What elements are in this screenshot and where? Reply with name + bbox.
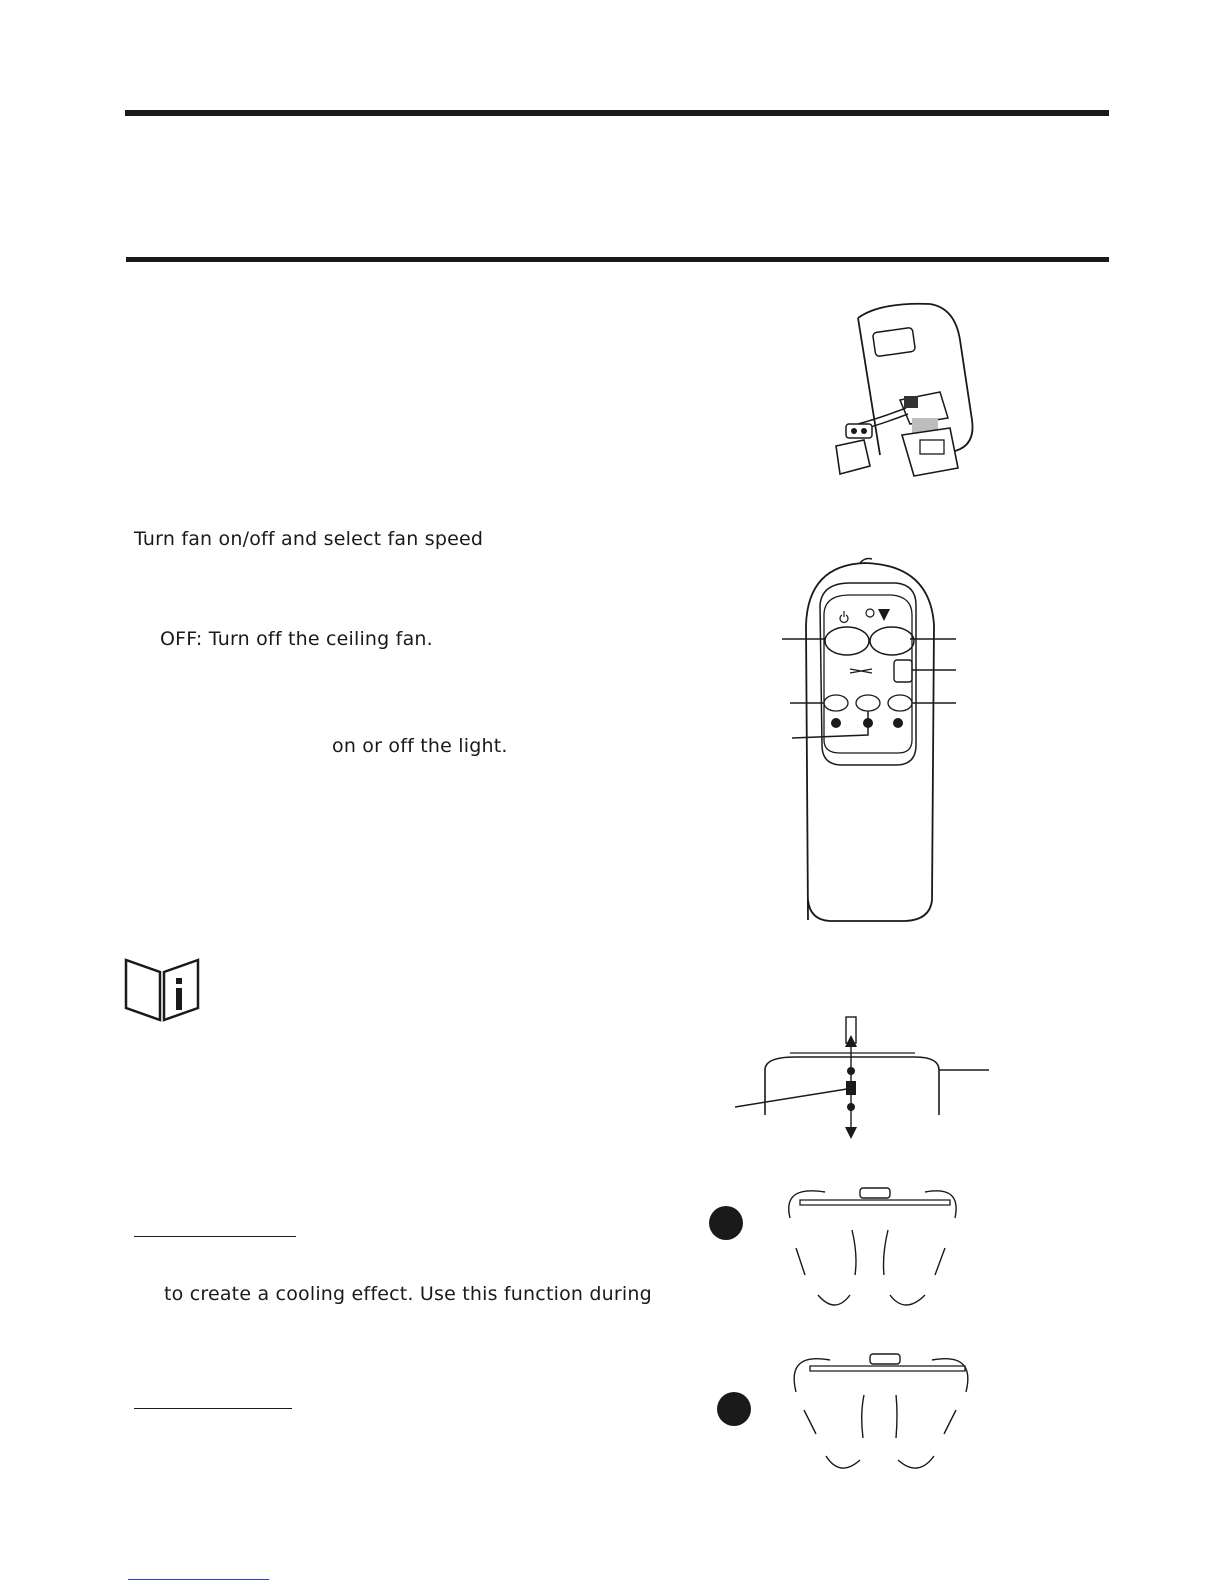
airflow-updraft-diagram: [700, 1350, 980, 1480]
cooling-instruction: to create a cooling effect. Use this function during: [164, 1283, 652, 1305]
fan-direction-switch-diagram: [735, 1015, 995, 1145]
fan-speed-heading: Turn fan on/off and select fan speed: [134, 528, 484, 550]
fan-off-instruction: OFF: Turn off the ceiling fan.: [160, 628, 433, 650]
summer-mode-underline: [134, 1236, 296, 1237]
light-instruction: on or off the light.: [332, 735, 508, 757]
winter-mode-underline: [134, 1408, 292, 1409]
remote-battery-diagram: [830, 300, 980, 490]
header-rule-bottom: [126, 257, 1109, 262]
manual-info-icon: [124, 954, 200, 1024]
header-rule-top: [125, 110, 1109, 116]
remote-control-diagram: [780, 555, 960, 930]
airflow-downdraft-diagram: [700, 1180, 970, 1310]
footer-link-underline: [128, 1579, 269, 1580]
